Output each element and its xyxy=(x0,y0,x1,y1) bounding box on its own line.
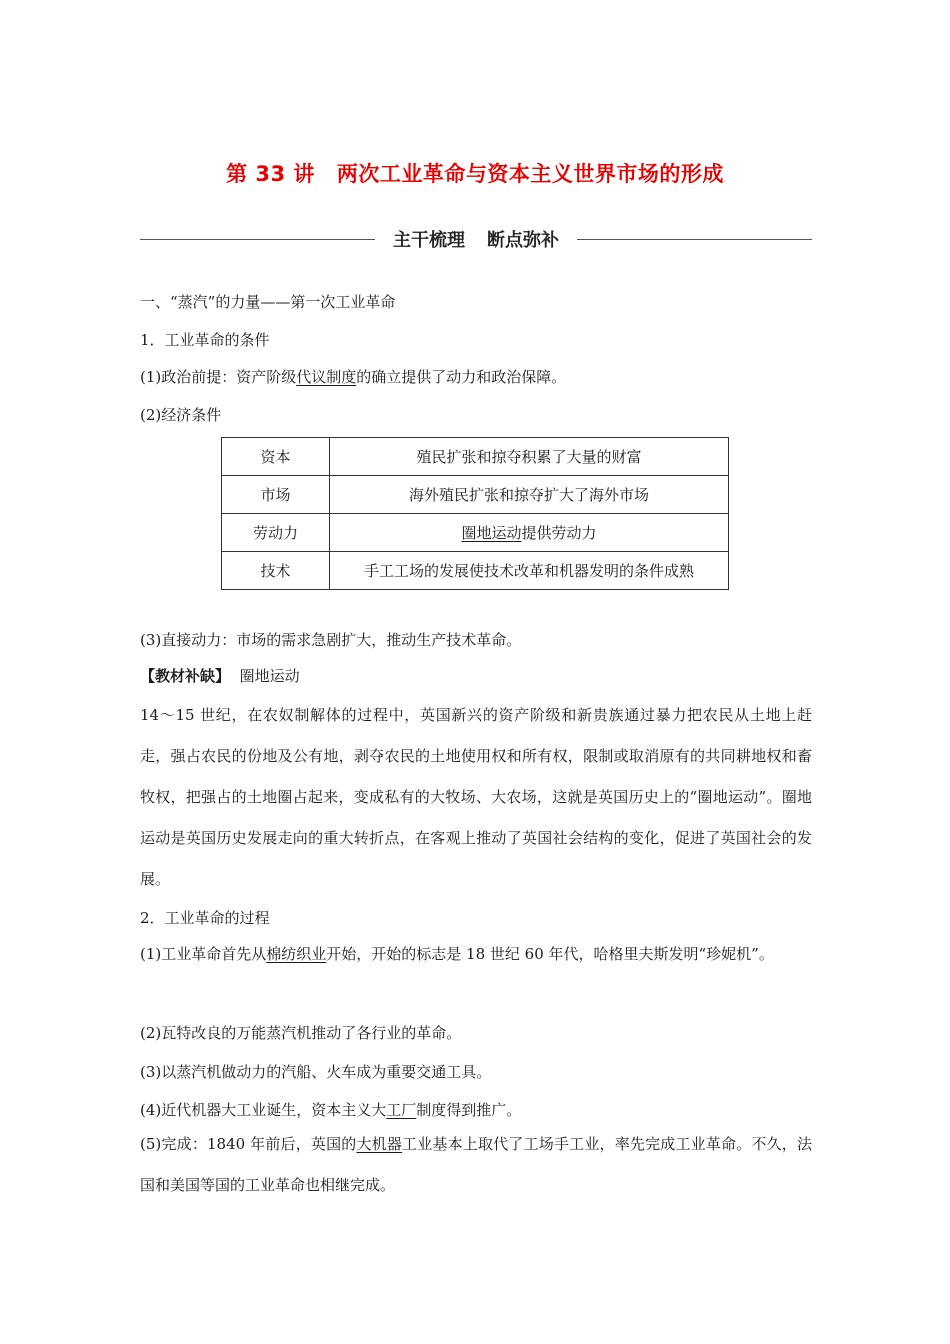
table-value-cell xyxy=(330,552,729,590)
heading-first-revolution: 一、“蒸汽”的力量——第一次工业革命 xyxy=(140,293,396,311)
text-segment: (1)工业革命首先从 xyxy=(140,945,267,963)
text-segment: 的确立提供了动力和政治保障。 xyxy=(356,368,567,386)
table-value-cell xyxy=(330,476,729,514)
item-political-premise xyxy=(140,367,820,387)
text-segment: 制度得到推广。 xyxy=(416,1101,522,1119)
section-header-part1: 主干梳理 xyxy=(393,230,465,251)
section-header xyxy=(140,226,812,252)
section-rule-right xyxy=(577,239,812,240)
text-segment: (4)近代机器大工业诞生，资本主义大 xyxy=(140,1101,387,1119)
item-economic-conditions: (2)经济条件 xyxy=(140,406,222,424)
text-segment: 海外殖民扩张和掠夺扩大了海外市场 xyxy=(408,486,649,504)
subheading-conditions: 1．工业革命的条件 xyxy=(140,331,270,349)
text-segment: 提供劳动力 xyxy=(521,524,597,542)
lesson-title-text: 两次工业革命与资本主义世界市场的形成 xyxy=(336,162,724,186)
table-key-cell: 劳动力 xyxy=(222,514,330,552)
table-row xyxy=(222,552,729,590)
process-item-5 xyxy=(140,1124,812,1206)
text-segment: 工业基本上取代了工场手工业，率先完成工业革命。不久，法国和美国等国的工业革命也相继完成。 xyxy=(140,1135,812,1194)
supplement-tag: 【教材补缺】 xyxy=(140,667,231,685)
supplement-heading xyxy=(140,666,820,686)
supplement-paragraph: 14～15 世纪，在农奴制解体的过程中，英国新兴的资产阶级和新贵族通过暴力把农民从土地上赶走，强占农民的份地及公有地，剥夺农民的土地使用权和所有权，限制或取消原有的共同耕地权和畜牧权，把强占的土地圈占起来，变成私有的大牧场、大农场，这就是英国历史上的“圈地运动”。圈地运动是英国历史发展走向的重大转折点，在客观上推动了英国社会结构的变化，促进了英国社会的发展。 xyxy=(140,706,812,888)
table-key-cell: 技术 xyxy=(222,552,330,590)
table-value-cell xyxy=(330,514,729,552)
underlined-term: 大机器 xyxy=(356,1135,403,1153)
table-key-cell: 市场 xyxy=(222,476,330,514)
underlined-term: 圈地运动 xyxy=(461,524,522,542)
subheading-process: 2．工业革命的过程 xyxy=(140,909,270,927)
text-segment: (1)政治前提：资产阶级 xyxy=(140,368,297,386)
supplement-topic: 圈地运动 xyxy=(239,667,300,685)
underlined-term: 棉纺织业 xyxy=(266,945,327,963)
section-header-part2: 断点弥补 xyxy=(487,230,559,251)
underlined-term: 代议制度 xyxy=(296,368,357,386)
process-item-4 xyxy=(140,1100,820,1120)
lesson-title xyxy=(0,158,950,188)
process-item-2: (2)瓦特改良的万能蒸汽机推动了各行业的革命。 xyxy=(140,1024,462,1042)
process-item-3: (3)以蒸汽机做动力的汽船、火车成为重要交通工具。 xyxy=(140,1063,492,1081)
text-segment: 开始，开始的标志是 18 世纪 60 年代，哈格里夫斯发明“珍妮机”。 xyxy=(326,945,774,963)
table-row xyxy=(222,476,729,514)
conditions-table xyxy=(221,437,729,590)
table-value-cell xyxy=(330,438,729,476)
item-direct-motive: (3)直接动力：市场的需求急剧扩大，推动生产技术革命。 xyxy=(140,631,522,649)
lesson-number: 第 33 讲 xyxy=(226,162,315,186)
section-rule-left xyxy=(140,239,375,240)
table-row xyxy=(222,438,729,476)
table-row xyxy=(222,514,729,552)
section-header-label xyxy=(375,226,577,252)
text-segment: 手工工场的发展使技术改革和机器发明的条件成熟 xyxy=(363,562,694,580)
text-segment: 殖民扩张和掠夺积累了大量的财富 xyxy=(416,448,642,466)
underlined-term: 工厂 xyxy=(386,1101,417,1119)
table-key-cell: 资本 xyxy=(222,438,330,476)
process-item-1 xyxy=(140,934,812,975)
text-segment: (5)完成：1840 年前后，英国的 xyxy=(140,1135,357,1153)
